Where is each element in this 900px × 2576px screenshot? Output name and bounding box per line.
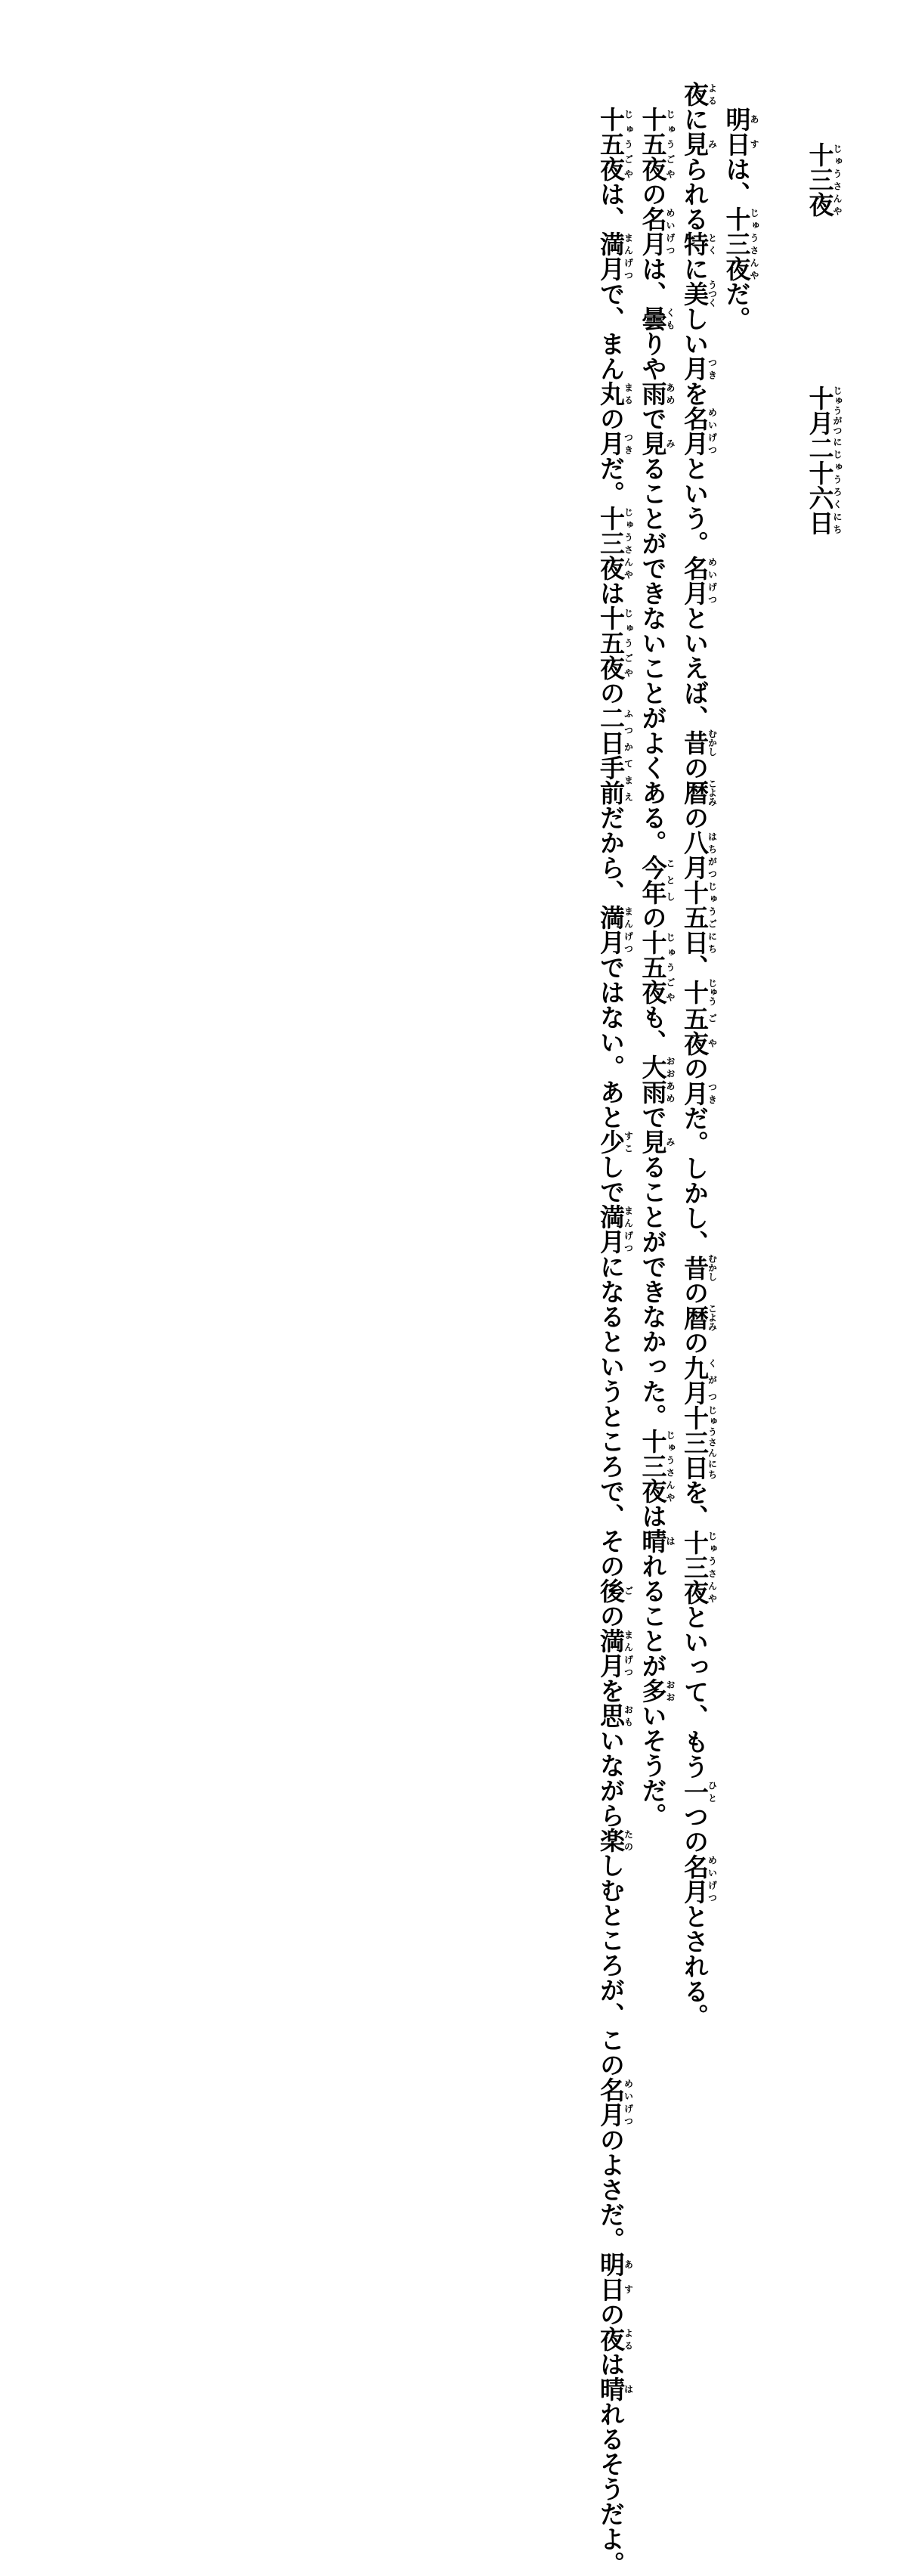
text-run: の bbox=[680, 1280, 710, 1305]
ruby-base: 十三夜 bbox=[805, 142, 835, 217]
ruby-base: 昔 bbox=[680, 1254, 710, 1281]
ruby-base: 昔 bbox=[680, 729, 710, 757]
text-run: は bbox=[596, 2352, 626, 2376]
text-run: を、 bbox=[680, 1479, 710, 1530]
ruby-reading: こよみ bbox=[707, 779, 718, 807]
text-run: になるというところで、その bbox=[596, 1254, 626, 1578]
ruby-reading: すこ bbox=[623, 1129, 634, 1154]
ruby-word bbox=[638, 1429, 676, 1503]
ruby-reading: は bbox=[623, 2376, 634, 2401]
ruby-reading: つき bbox=[623, 431, 634, 456]
ruby-reading: こよみ bbox=[707, 1304, 718, 1331]
ruby-word bbox=[680, 1529, 718, 1605]
ruby-word bbox=[638, 1678, 676, 1703]
ruby-word bbox=[638, 855, 676, 905]
ruby-reading: めいげつ bbox=[707, 406, 718, 456]
ruby-word bbox=[596, 1628, 634, 1678]
text-run: は、 bbox=[596, 181, 626, 231]
ruby-word bbox=[680, 1355, 718, 1405]
ruby-base: 夜 bbox=[680, 82, 710, 107]
ruby-reading: じゅうさんにち bbox=[707, 1404, 718, 1480]
ruby-reading: ことし bbox=[665, 855, 676, 905]
ruby-word bbox=[680, 132, 718, 156]
ruby-word bbox=[680, 406, 718, 456]
ruby-reading: おも bbox=[623, 1703, 634, 1728]
ruby-word bbox=[596, 1578, 634, 1603]
ruby-base: 思 bbox=[596, 1703, 626, 1728]
document-date bbox=[803, 385, 842, 567]
text-run: れることが bbox=[638, 1553, 668, 1678]
ruby-reading: よる bbox=[623, 2327, 634, 2352]
ruby-base: 十五夜 bbox=[596, 107, 626, 181]
ruby-reading: めいげつ bbox=[665, 206, 676, 256]
ruby-word bbox=[596, 431, 634, 456]
ruby-base: 十三日 bbox=[680, 1404, 710, 1480]
ruby-reading: は bbox=[665, 1528, 676, 1553]
ruby-base: 後 bbox=[596, 1578, 626, 1603]
ruby-word bbox=[638, 381, 676, 406]
body-paragraph bbox=[591, 82, 634, 2576]
ruby-reading: くも bbox=[665, 306, 676, 331]
ruby-word bbox=[680, 556, 718, 605]
ruby-word bbox=[680, 830, 718, 880]
text-run: を bbox=[680, 381, 710, 406]
document-title bbox=[803, 142, 842, 248]
text-run: しむところが、この bbox=[596, 1853, 626, 2077]
ruby-reading: じゅうごや bbox=[623, 107, 634, 181]
ruby-base: 満月 bbox=[596, 1628, 626, 1678]
ruby-base: 八月 bbox=[680, 830, 710, 880]
ruby-reading: まんげつ bbox=[623, 1628, 634, 1678]
ruby-base: 月 bbox=[596, 431, 626, 456]
ruby-base: 十五夜 bbox=[638, 107, 668, 181]
text-run: だ。 bbox=[722, 281, 752, 331]
ruby-word bbox=[596, 1828, 634, 1853]
ruby-reading: まんげつ bbox=[623, 231, 634, 281]
ruby-word bbox=[638, 1528, 676, 1553]
ruby-word bbox=[680, 1080, 718, 1106]
ruby-base: 十月 bbox=[805, 385, 835, 435]
ruby-word bbox=[680, 1779, 718, 1804]
text-run: は bbox=[596, 581, 626, 605]
ruby-reading: うつく bbox=[707, 280, 718, 308]
text-run: で bbox=[638, 1104, 668, 1129]
ruby-reading: にじゅうろくにち bbox=[832, 435, 843, 535]
ruby-reading: じゅうさんや bbox=[749, 206, 759, 281]
text-run: いそうだ。 bbox=[638, 1703, 668, 1828]
ruby-base: 十五日 bbox=[680, 880, 710, 955]
ruby-word bbox=[680, 729, 718, 757]
ruby-word bbox=[680, 978, 718, 1006]
ruby-base: 九月 bbox=[680, 1355, 710, 1405]
ruby-base: 十五夜 bbox=[638, 930, 668, 1005]
ruby-reading: めいげつ bbox=[707, 556, 718, 605]
text-run: しで bbox=[596, 1154, 626, 1204]
ruby-base: 明日 bbox=[722, 107, 752, 156]
ruby-base: 手前 bbox=[596, 755, 626, 805]
ruby-word bbox=[596, 381, 634, 406]
ruby-base: 十三夜 bbox=[680, 1529, 710, 1605]
text-run: を bbox=[596, 1678, 626, 1703]
ruby-base: 見 bbox=[638, 1129, 668, 1154]
ruby-word bbox=[680, 880, 718, 955]
ruby-reading: じゅうさんや bbox=[665, 1429, 676, 1503]
text-run: の bbox=[596, 2302, 626, 2327]
ruby-base: 少 bbox=[596, 1129, 626, 1154]
ruby-reading: ひと bbox=[707, 1779, 718, 1804]
ruby-word bbox=[596, 1129, 634, 1154]
ruby-word bbox=[805, 385, 843, 435]
ruby-word bbox=[596, 2376, 634, 2401]
ruby-base: 十 bbox=[680, 978, 710, 1006]
ruby-base: 満月 bbox=[596, 905, 626, 955]
ruby-base: 名月 bbox=[680, 406, 710, 456]
ruby-base: 十五夜 bbox=[596, 605, 626, 680]
ruby-word bbox=[596, 2077, 634, 2127]
ruby-word bbox=[596, 755, 634, 805]
ruby-base: 特 bbox=[680, 231, 710, 256]
ruby-word bbox=[596, 506, 634, 581]
ruby-reading: つき bbox=[707, 1080, 718, 1106]
ruby-base: 大雨 bbox=[638, 1054, 668, 1104]
text-run: に bbox=[680, 107, 710, 132]
text-run: のよさだ。 bbox=[596, 2127, 626, 2252]
ruby-reading: じゅうごや bbox=[665, 930, 676, 1005]
ruby-base: 暦 bbox=[680, 779, 710, 807]
text-run: という。 bbox=[680, 456, 710, 556]
ruby-base: 見 bbox=[638, 431, 668, 456]
ruby-word bbox=[638, 306, 676, 331]
ruby-base: 曇 bbox=[638, 306, 668, 331]
ruby-reading: まる bbox=[623, 381, 634, 406]
ruby-word bbox=[638, 1054, 676, 1104]
ruby-reading: あす bbox=[623, 2252, 634, 2302]
ruby-reading: じゅうごや bbox=[623, 605, 634, 680]
ruby-word bbox=[638, 206, 676, 256]
ruby-base: 十三夜 bbox=[722, 206, 752, 281]
text-run: の bbox=[596, 406, 626, 431]
ruby-reading: ご bbox=[623, 1578, 634, 1603]
ruby-reading: つき bbox=[707, 356, 718, 381]
text-run: の bbox=[680, 1055, 710, 1081]
ruby-reading: ふつか bbox=[623, 705, 634, 755]
ruby-word bbox=[596, 705, 634, 755]
ruby-base: 二十六日 bbox=[805, 435, 835, 535]
ruby-base: 多 bbox=[638, 1678, 668, 1703]
text-run: ではない。あと bbox=[596, 955, 626, 1129]
ruby-reading: とく bbox=[707, 231, 718, 256]
ruby-reading: てまえ bbox=[623, 755, 634, 805]
text-run: 、 bbox=[680, 955, 710, 980]
text-run: といえば、 bbox=[680, 605, 710, 730]
ruby-reading: み bbox=[707, 132, 718, 156]
ruby-base: 月 bbox=[680, 1080, 710, 1106]
ruby-reading: じゅうごや bbox=[665, 107, 676, 181]
ruby-reading: はちがつ bbox=[707, 830, 718, 880]
ruby-word bbox=[680, 1254, 718, 1281]
body-paragraph bbox=[633, 82, 676, 1828]
ruby-reading: あめ bbox=[665, 381, 676, 406]
ruby-word bbox=[805, 435, 843, 535]
ruby-word bbox=[680, 1005, 718, 1056]
ruby-reading: み bbox=[665, 1129, 676, 1154]
ruby-base: 十三夜 bbox=[596, 506, 626, 581]
ruby-base: 一 bbox=[680, 1779, 710, 1804]
ruby-word bbox=[638, 1129, 676, 1154]
ruby-word bbox=[596, 2327, 634, 2352]
ruby-word bbox=[680, 1304, 718, 1331]
text-run: だ。しかし、 bbox=[680, 1105, 710, 1255]
ruby-word bbox=[596, 2252, 634, 2302]
ruby-base: 名月 bbox=[680, 1853, 710, 1904]
ruby-base: 名月 bbox=[638, 206, 668, 256]
text-run: りや bbox=[638, 331, 668, 381]
ruby-base: 楽 bbox=[596, 1828, 626, 1853]
ruby-reading: おおあめ bbox=[665, 1054, 676, 1104]
ruby-reading: あす bbox=[749, 107, 759, 156]
ruby-word bbox=[680, 231, 718, 256]
ruby-reading: よる bbox=[707, 82, 718, 107]
ruby-word bbox=[680, 82, 718, 107]
ruby-reading: じゅうごにち bbox=[707, 880, 718, 955]
ruby-word bbox=[722, 206, 759, 281]
text-run: で、まん bbox=[596, 281, 626, 381]
ruby-base: 名月 bbox=[680, 556, 710, 605]
ruby-word bbox=[680, 1404, 718, 1480]
ruby-reading: おお bbox=[665, 1678, 676, 1703]
text-run: の bbox=[638, 905, 668, 930]
ruby-reading: まんげつ bbox=[623, 905, 634, 955]
ruby-base: 見 bbox=[680, 132, 710, 156]
ruby-reading: じゅうさんや bbox=[707, 1529, 718, 1605]
text-run: の bbox=[638, 181, 668, 206]
ruby-word bbox=[680, 779, 718, 807]
text-run: は bbox=[638, 1503, 668, 1528]
ruby-base: 明日 bbox=[596, 2252, 626, 2302]
ruby-word bbox=[596, 905, 634, 955]
text-run: だ。 bbox=[596, 456, 626, 506]
ruby-reading: たの bbox=[623, 1828, 634, 1853]
text-run: の bbox=[680, 1330, 710, 1355]
body-paragraph bbox=[675, 82, 718, 2029]
document-body bbox=[79, 82, 759, 2576]
ruby-base: 満月 bbox=[596, 1204, 626, 1254]
ruby-reading: じゅう bbox=[707, 978, 718, 1006]
ruby-word bbox=[680, 356, 718, 381]
text-run: は、 bbox=[638, 256, 668, 306]
ruby-base: 二日 bbox=[596, 705, 626, 755]
ruby-word bbox=[805, 142, 843, 217]
text-run: だから、 bbox=[596, 805, 626, 905]
ruby-word bbox=[680, 280, 718, 308]
ruby-reading: まんげつ bbox=[623, 1204, 634, 1254]
ruby-base: 五夜 bbox=[680, 1005, 710, 1056]
text-run: に bbox=[680, 256, 710, 281]
ruby-word bbox=[596, 231, 634, 281]
ruby-word bbox=[596, 605, 634, 680]
ruby-word bbox=[596, 107, 634, 181]
ruby-reading: むかし bbox=[707, 729, 718, 757]
ruby-base: 月 bbox=[680, 356, 710, 381]
text-run: も、 bbox=[638, 1005, 668, 1054]
body-paragraph bbox=[717, 82, 759, 611]
ruby-base: 晴 bbox=[638, 1528, 668, 1553]
text-run: といって、もう bbox=[680, 1604, 710, 1779]
text-run: しい bbox=[680, 306, 710, 356]
text-run: とされる。 bbox=[680, 1903, 710, 2029]
text-run: ることができなかった。 bbox=[638, 1154, 668, 1429]
ruby-word bbox=[680, 1853, 718, 1904]
text-run: いながら bbox=[596, 1728, 626, 1828]
ruby-reading: めいげつ bbox=[707, 1853, 718, 1904]
text-run: で bbox=[638, 406, 668, 431]
ruby-reading: じゅうさんや bbox=[832, 142, 843, 217]
ruby-base: 名月 bbox=[596, 2077, 626, 2127]
ruby-base: 美 bbox=[680, 280, 710, 308]
ruby-base: 十三夜 bbox=[638, 1429, 668, 1503]
ruby-reading: めいげつ bbox=[623, 2077, 634, 2127]
ruby-reading: じゅうさんや bbox=[623, 506, 634, 581]
ruby-base: 夜 bbox=[596, 2327, 626, 2352]
ruby-base: 丸 bbox=[596, 381, 626, 406]
ruby-base: 晴 bbox=[596, 2376, 626, 2401]
text-run: られる bbox=[680, 156, 710, 231]
ruby-word bbox=[638, 431, 676, 456]
ruby-base: 暦 bbox=[680, 1304, 710, 1331]
ruby-word bbox=[638, 107, 676, 181]
ruby-reading: み bbox=[665, 431, 676, 456]
text-run: の bbox=[680, 755, 710, 780]
text-run: は、 bbox=[722, 156, 752, 206]
text-run: つの bbox=[680, 1804, 710, 1854]
text-run: の bbox=[596, 680, 626, 705]
ruby-word bbox=[596, 1204, 634, 1254]
ruby-reading: ごや bbox=[707, 1005, 718, 1056]
ruby-reading: じゅうがつ bbox=[832, 385, 843, 435]
ruby-base: 雨 bbox=[638, 381, 668, 406]
ruby-base: 今年 bbox=[638, 855, 668, 905]
text-run: れるそうだよ。 bbox=[596, 2401, 626, 2576]
ruby-reading: くがつ bbox=[707, 1355, 718, 1405]
text-run: ることができないことがよくある。 bbox=[638, 456, 668, 855]
text-run: の bbox=[596, 1603, 626, 1628]
ruby-word bbox=[596, 1703, 634, 1728]
ruby-word bbox=[722, 107, 759, 156]
ruby-base: 満月 bbox=[596, 231, 626, 281]
ruby-word bbox=[638, 930, 676, 1005]
text-run: の bbox=[680, 805, 710, 830]
ruby-reading: むかし bbox=[707, 1254, 718, 1281]
